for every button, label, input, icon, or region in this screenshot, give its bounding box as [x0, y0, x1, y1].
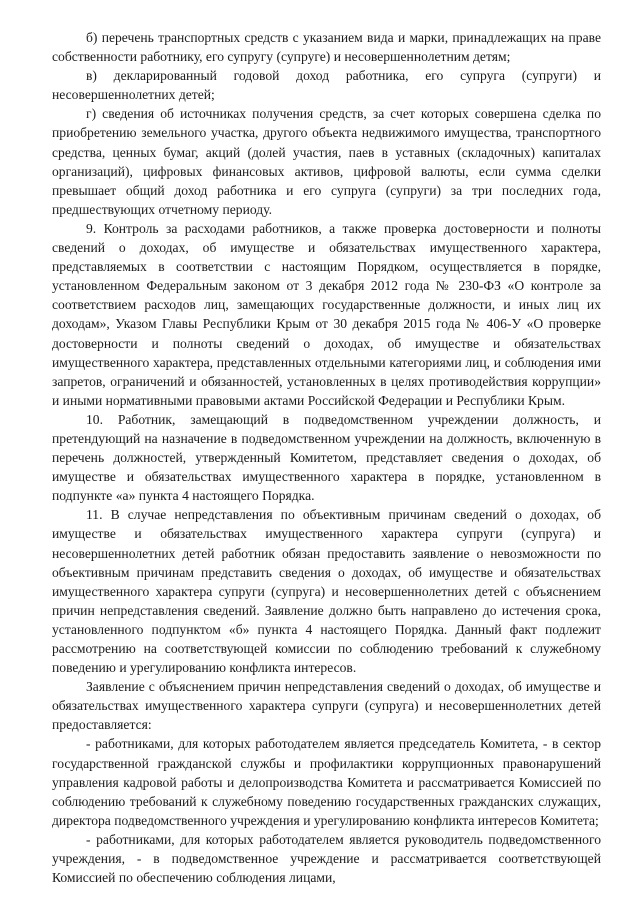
- paragraph-income-sources: г) сведения об источниках получения средств, за счет которых совершена сделка по приобретению земельного участка, другого объекта недвижимого имущества, транспортного средства, ценных бумаг, акций (долей участия, паев в уставных (складочных) капиталах организаций), цифровых финансовых активов, цифровой валюты, если сумма сделки превышает общий доход работника и его супруга (супруги) за три последних года, предшествующих отчетному периоду.: [52, 106, 601, 217]
- paragraph-item-11: 11. В случае непредставления по объективным причинам сведений о доходах, об имуществе и обязательствах имущественного характера супруги (супруга) и несовершеннолетних детей работник обязан предоставить заявление о невозможности по объективным причинам представить сведения о доходах, об имуществе и обязательствах имущественного характера супруги (супруга) и несовершеннолетних детей с объяснением причин непредставления сведений. Заявление должно быть направлено до истечения срока, установленного подпунктом «б» пункта 4 настоящего Порядка. Данный факт подлежит рассмотрению на соответствующей комиссии по соблюдению требований к служебному поведению и урегулированию конфликта интересов.: [52, 507, 601, 676]
- paragraph-declared-income: в) декларированный годовой доход работника, его супруга (супруги) и несовершеннолетних детей;: [52, 68, 601, 103]
- paragraph-statement-submission: Заявление с объяснением причин непредставления сведений о доходах, об имуществе и обязательствах имущественного характера супруги (супруга) и несовершеннолетних детей предоставляется:: [52, 679, 601, 733]
- paragraph-vehicles-list: б) перечень транспортных средств с указанием вида и марки, принадлежащих на праве собственности работнику, его супругу (супруге) и несовершеннолетним детям;: [52, 30, 601, 65]
- paragraph-chairman-employees: - работниками, для которых работодателем является председатель Комитета, - в сектор государственной гражданской службы и профилактики коррупционных правонарушений управления кадровой работы и делопроизводства Комитета и рассматривается Комиссией по соблюдению требований к служебному поведению государственных гражданских служащих, директора подведомственного учреждения и урегулированию конфликта интересов Комитета;: [52, 736, 601, 828]
- paragraph-item-9: 9. Контроль за расходами работников, а также проверка достоверности и полноты сведений о доходах, об имуществе и обязательствах имущественного характера, представляемых в соответствии с настоящим Порядком, осуществляется в порядке, установленном Федеральным законом от 3 декабря 2012 года № 230-ФЗ «О контроле за соответствием расходов лиц, замещающих государственные должности, и иных лиц их доходам», Указом Главы Республики Крым от 30 декабря 2015 года № 406-У «О проверке достоверности и полноты сведений о доходах, об имуществе и обязательствах имущественного характера, представленных отдельными категориями лиц, и соблюдения ими запретов, ограничений и обязанностей, установленных в целях противодействия коррупции» и иными нормативными правовыми актами Российской Федерации и Республики Крым.: [52, 220, 601, 408]
- document-body: [52, 28, 601, 887]
- paragraph-item-10: 10. Работник, замещающий в подведомственном учреждении должность, и претендующий на назначение в подведомственном учреждении на должность, включенную в перечень должностей, утвержденный Комитетом, представляет сведения о доходах, об имуществе и обязательствах имущественного характера в порядке, установленном в подпункте «а» пункта 4 настоящего Порядка.: [52, 411, 601, 504]
- paragraph-institution-employees: - работниками, для которых работодателем является руководитель подведомственного учреждения, - в подведомственное учреждение и рассматривается соответствующей Комиссией по обеспечению соблюдения лицами,: [52, 831, 601, 886]
